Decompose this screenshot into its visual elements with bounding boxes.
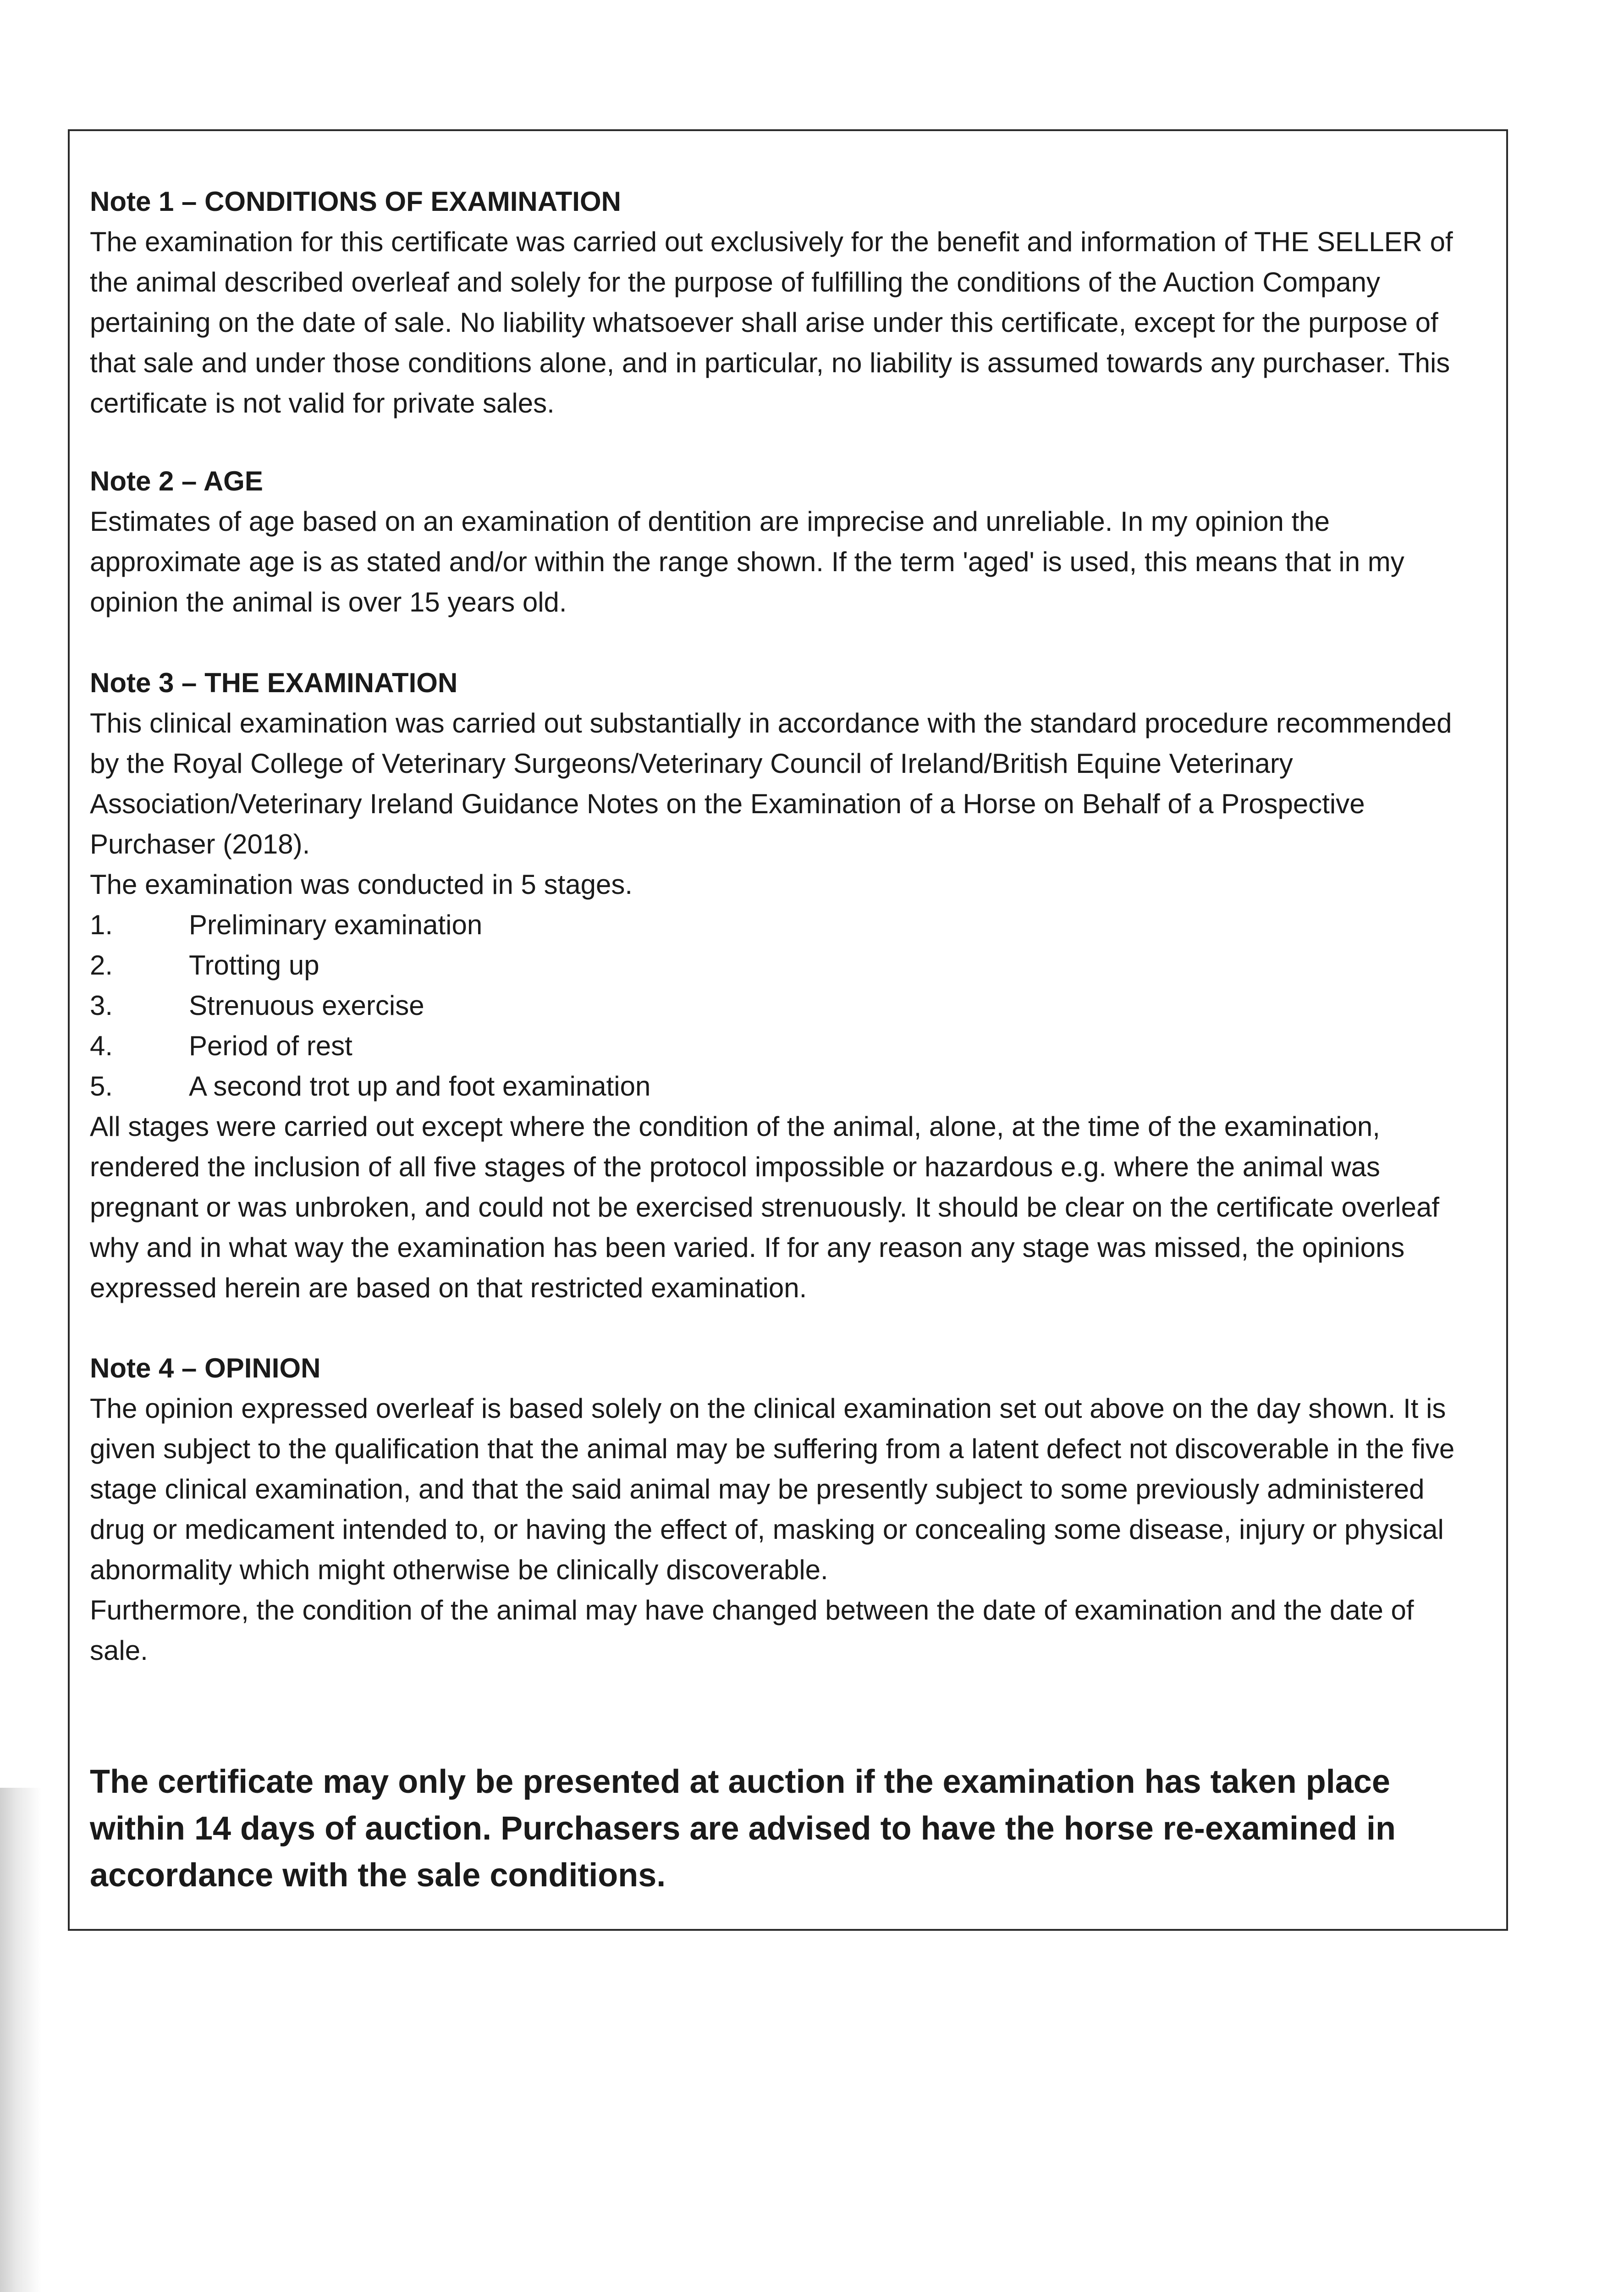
note-4-text-2: Furthermore, the condition of the animal may have changed between the date of examination and the date of sale.	[90, 1595, 1414, 1666]
closing-statement: The certificate may only be presented at auction if the examination has taken place within 14 days of auction. Purchasers are advised to have the horse re-examined in accordance with the sale conditions.	[90, 1763, 1396, 1894]
note-1-text: The examination for this certificate was carried out exclusively for the benefit and information of THE SELLER of the animal described overleaf and solely for the purpose of fulfilling the conditions of the Auction Company pertaining on the date of sale. No liability whatsoever shall arise under this certificate, except for the purpose of that sale and under those conditions alone, and in particular, no liability is assumed towards any purchaser. This certificate is not valid for private sales.	[90, 226, 1453, 419]
stage-number: 3.	[90, 990, 113, 1021]
note-3-after-text: All stages were carried out except where the condition of the animal, alone, at the time of the examination, rendered the inclusion of all five stages of the protocol impossible or hazardous e.g. where the animal was pregnant or was unbroken, and could not be exercised strenuously. It should be clear on the certificate overleaf why and in what way the examination has been varied. If for any reason any stage was missed, the opinions expressed herein are based on that restricted examination.	[90, 1111, 1439, 1303]
stage-label: Strenuous exercise	[189, 990, 424, 1021]
list-item	[90, 945, 1474, 986]
note-3-section	[90, 663, 1474, 1308]
note-2-heading: Note 2 – AGE	[90, 466, 263, 496]
stage-number: 5.	[90, 1071, 113, 1102]
list-item	[90, 905, 1474, 945]
note-3-text: This clinical examination was carried out substantially in accordance with the standard procedure recommended by the Royal College of Veterinary Surgeons/Veterinary Council of Ireland/British Equine Veterinary Association/Veterinary Ireland Guidance Notes on the Examination of a Horse on Behalf of a Prospective Purchaser (2018).	[90, 708, 1452, 860]
stage-list	[90, 905, 1474, 1107]
stage-number: 2.	[90, 950, 113, 981]
stage-label: A second trot up and foot examination	[189, 1071, 651, 1102]
list-item	[90, 1026, 1474, 1066]
stages-intro: The examination was conducted in 5 stages.	[90, 869, 633, 900]
note-2-section	[90, 461, 1474, 623]
stage-label: Trotting up	[189, 950, 319, 981]
stage-label: Period of rest	[189, 1030, 352, 1061]
note-3-heading: Note 3 – THE EXAMINATION	[90, 667, 458, 698]
note-4-heading: Note 4 – OPINION	[90, 1353, 321, 1383]
stage-label: Preliminary examination	[189, 909, 483, 940]
scan-edge-shadow	[0, 1788, 41, 2292]
note-4-section	[90, 1348, 1474, 1671]
note-4-text: The opinion expressed overleaf is based solely on the clinical examination set out above on the day shown. It is given subject to the qualification that the animal may be suffering from a latent defect not discoverable in the five stage clinical examination, and that the said animal may be presently subject to some previously administered drug or medicament intended to, or having the effect of, masking or concealing some disease, injury or physical abnormality which might otherwise be clinically discoverable.	[90, 1393, 1455, 1585]
list-item	[90, 986, 1474, 1026]
note-2-text: Estimates of age based on an examination of dentition are imprecise and unreliable. In my opinion the approximate age is as stated and/or within the range shown. If the term 'aged' is used, this means that in my opinion the animal is over 15 years old.	[90, 506, 1404, 617]
stage-number: 4.	[90, 1030, 113, 1061]
certificate-notes-box	[68, 129, 1508, 1931]
stage-number: 1.	[90, 909, 113, 940]
note-1-heading: Note 1 – CONDITIONS OF EXAMINATION	[90, 186, 621, 217]
list-item	[90, 1066, 1474, 1107]
note-1-section	[90, 182, 1474, 424]
